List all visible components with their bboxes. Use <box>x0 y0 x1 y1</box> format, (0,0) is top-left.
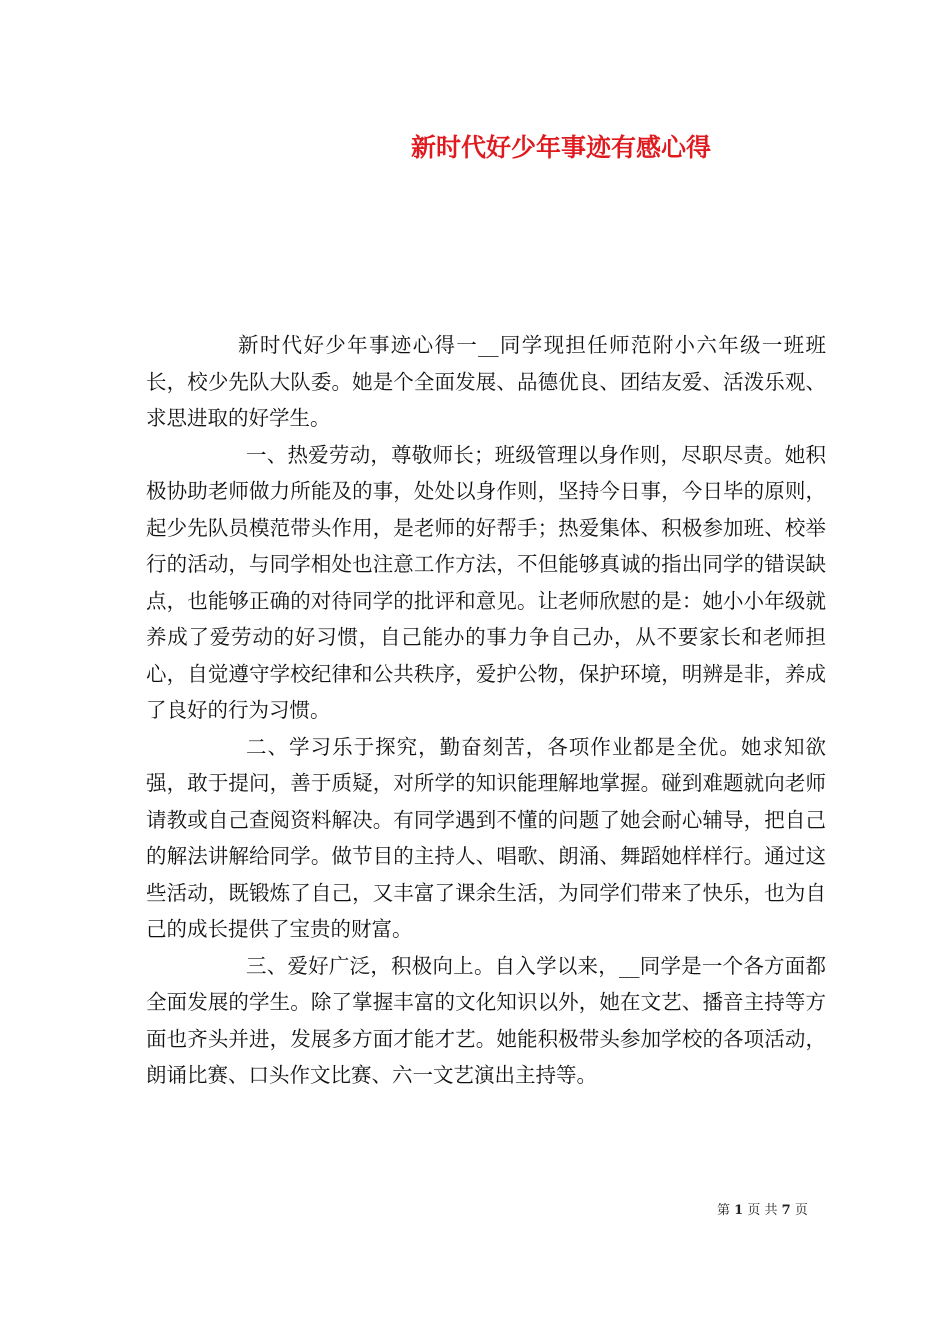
footer-middle: 页 共 <box>747 1203 778 1218</box>
footer-prefix: 第 <box>717 1203 731 1218</box>
footer-suffix: 页 <box>794 1203 808 1218</box>
paragraph-section-1: 一、热爱劳动，尊敬师长；班级管理以身作则，尽职尽责。她积极协助老师做力所能及的事，处处以身作则，坚持今日事，今日毕的原则，起少先队员模范带头作用，是老师的好帮手；热爱集体、积极参加班、校举行的活动，与同学相处也注意工作方法，不但能够真诚的指出同学的错误缺点，也能够正确的对待同学的批评和意见。让老师欣慰的是：她小小年级就养成了爱劳动的好习惯，自己能办的事力争自己办，从不要家长和老师担心，自觉遵守学校纪律和公共秩序，爱护公物，保护环境，明辨是非，养成了良好的行为习惯。 <box>146 442 826 722</box>
paragraph-section-3: 三、爱好广泛，积极向上。自入学以来，__同学是一个各方面都全面发展的学生。除了掌握丰富的文化知识以外，她在文艺、播音主持等方面也齐头并进，发展多方面才能才艺。她能积极带头参加学校的各项活动，朗诵比赛、口头作文比赛、六一文艺演出主持等。 <box>146 953 826 1087</box>
page-number-footer <box>717 1202 808 1220</box>
document-body <box>146 327 826 1094</box>
document-title: 新时代好少年事迹有感心得 <box>411 133 712 162</box>
paragraph-section-2: 二、学习乐于探究，勤奋刻苦，各项作业都是全优。她求知欲强，敢于提问，善于质疑，对所学的知识能理解地掌握。碰到难题就向老师请教或自己查阅资料解决。有同学遇到不懂的问题了她会耐心辅导，把自己的解法讲解给同学。做节目的主持人、唱歌、朗涌、舞蹈她样样行。通过这些活动，既锻炼了自己，又丰富了课余生活，为同学们带来了快乐，也为自己的成长提供了宝贵的财富。 <box>146 734 826 941</box>
paragraph-intro: 新时代好少年事迹心得一__同学现担任师范附小六年级一班班长，校少先队大队委。她是个全面发展、品德优良、团结友爱、活泼乐观、求思进取的好学生。 <box>146 333 826 430</box>
total-pages-number: 7 <box>781 1203 791 1218</box>
current-page-number: 1 <box>734 1203 744 1218</box>
